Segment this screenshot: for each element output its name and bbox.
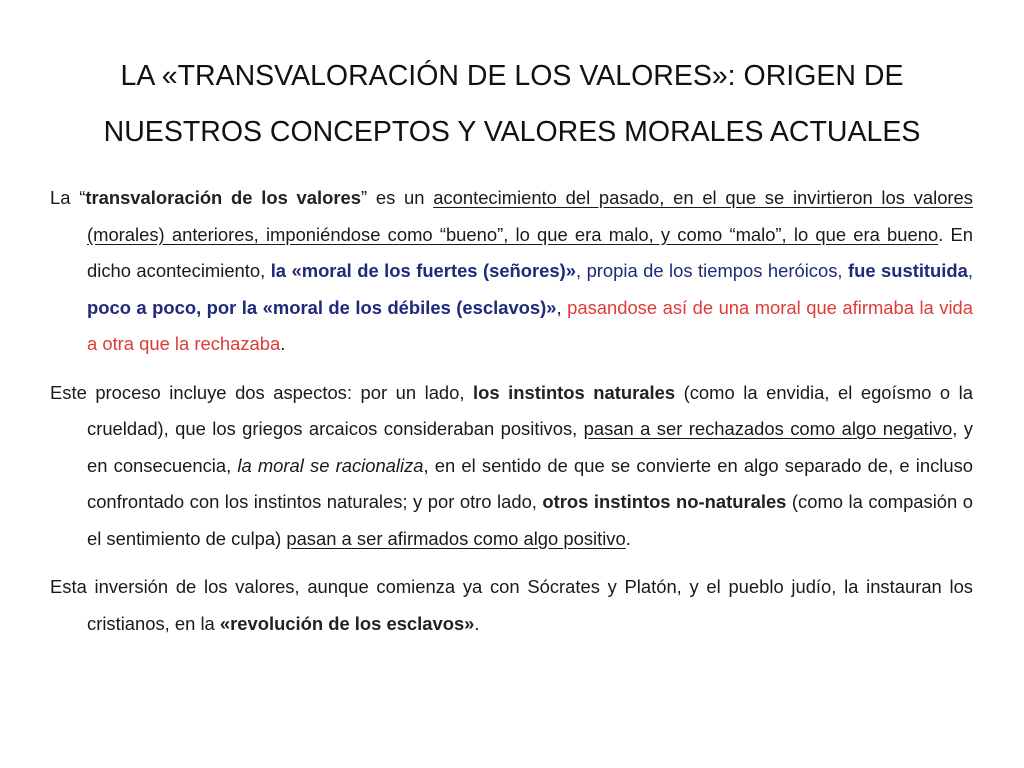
p3-revolucion-esclavos: «revolución de los esclavos»: [219, 612, 475, 634]
paragraph-2: [50, 375, 973, 558]
p1-period: .: [280, 333, 286, 354]
p2-instintos-no-naturales: otros instintos no-naturales: [542, 491, 787, 512]
p2-rechazados: pasan a ser rechazados como algo negativo: [583, 418, 953, 439]
p1-moral-debiles: poco a poco, por la «moral de los débiles (esclavos)»: [87, 296, 557, 318]
p1-red-conclusion: pasandose así de una moral que afirmaba la vida a otra que la rechazaba: [87, 296, 973, 354]
p1-moral-fuertes: la «moral de los fuertes (señores)»: [270, 260, 576, 281]
p2-text: Este proceso incluye dos aspectos: por un lado,: [50, 381, 474, 403]
p1-underlined-definition: acontecimiento del pasado, en el que se invirtieron los valores (morales) anteriores, imponiéndose como “bueno”, lo que era malo, y como “malo”, lo que era bueno: [87, 187, 973, 245]
p1-text: La “: [50, 187, 86, 208]
p1-tiempos-heroicos: , propia de los tiempos heróicos,: [576, 260, 848, 281]
p2-afirmados: pasan a ser afirmados como algo positivo: [286, 527, 626, 549]
p3-text: Esta inversión de los valores, aunque comienza ya con Sócrates y Platón, y el pueblo judío, la instauran los cristianos, en la: [50, 576, 973, 634]
title-line-2: NUESTROS CONCEPTOS Y VALORES MORALES ACTUALES: [103, 116, 921, 148]
p2-text: (como la envidia, el egoísmo o la crueldad), que los griegos arcaicos consideraban positivos,: [87, 381, 974, 439]
p2-period: .: [625, 527, 631, 549]
slide-body: [50, 180, 973, 654]
p1-comma: ,: [967, 260, 973, 281]
p2-text: , y en consecuencia,: [87, 418, 974, 476]
p1-text: ,: [556, 296, 568, 318]
p2-moral-racionaliza: la moral se racionaliza: [237, 454, 424, 476]
p1-text: ” es un: [360, 187, 434, 208]
p1-text: . En dicho acontecimiento,: [87, 223, 973, 281]
p3-period: .: [474, 612, 480, 634]
paragraph-1: [50, 180, 973, 363]
p1-term-transvaloracion: transvaloración de los valores: [85, 187, 361, 208]
p2-text: , en el sentido de que se convierte en algo separado de, e incluso confrontado con los instintos naturales; y por otro lado,: [87, 454, 974, 512]
slide-title: [40, 48, 984, 160]
title-line-1: LA «TRANSVALORACIÓN DE LOS VALORES»: ORIGEN DE: [120, 60, 904, 92]
p2-instintos-naturales: los instintos naturales: [473, 381, 676, 403]
paragraph-3: [50, 569, 973, 642]
p1-fue-sustituida: fue sustituida: [847, 260, 968, 281]
p2-text: (como la compasión o el sentimiento de culpa): [87, 491, 974, 549]
